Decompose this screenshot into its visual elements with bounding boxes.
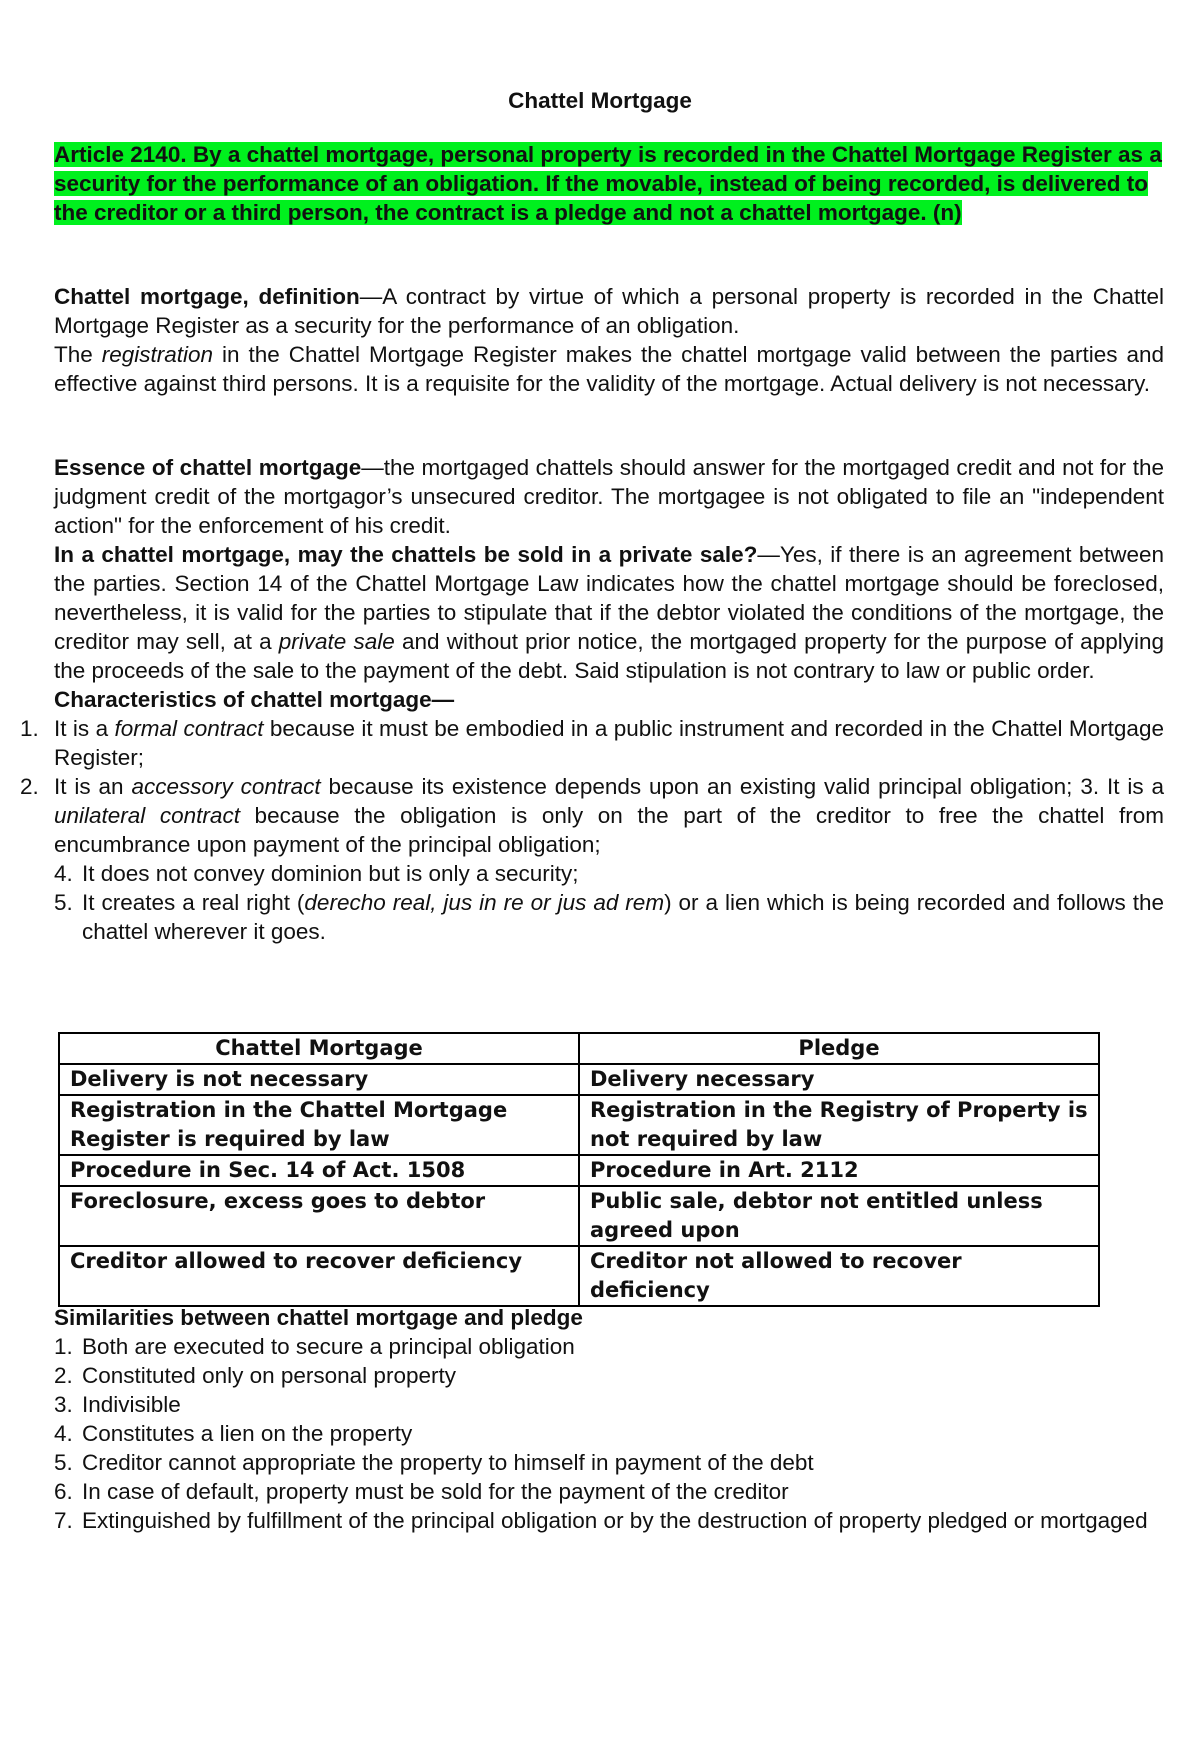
essence-text: —the mortgaged chattels should answer for the mortgaged credit and not for the judgment credit of the mortgagor’s unsecured creditor. The mortgagee is not obligated to file an "independent action" for the enforcement of his credit.: [54, 455, 1164, 538]
table-header-chattel: Chattel Mortgage: [59, 1033, 579, 1064]
list-item: [54, 1448, 1164, 1477]
private-sale-pre: —Yes, if there is an agreement between the parties. Section 14 of the Chattel Mortgage Law indicates how the chattel mortgage should be foreclosed, nevertheless, it is valid for the parties to stipulate that if the debtor violated the conditions of the mortgage, the creditor may sell, at a: [54, 542, 1164, 654]
table-row: [59, 1064, 1099, 1095]
table-row: [59, 1095, 1099, 1155]
item-text: Indivisible: [82, 1392, 181, 1417]
characteristic-item-1: [20, 714, 1164, 772]
item-number: 1.: [54, 1334, 73, 1359]
list-item: [54, 1419, 1164, 1448]
registration-italic: registration: [101, 342, 214, 367]
item-number: 2.: [54, 1363, 73, 1388]
item-number: 7.: [54, 1508, 73, 1533]
item4-text: It does not convey dominion but is only a security;: [82, 861, 579, 886]
private-sale-post: and without prior notice, the mortgaged property for the purpose of applying the proceeds of the sale to the payment of the debt. Said stipulation is not contrary to law or public order.: [54, 629, 1164, 683]
definition-heading: Chattel mortgage, definition: [54, 284, 360, 309]
table-cell: Foreclosure, excess goes to debtor: [59, 1186, 579, 1246]
item-number: 5.: [54, 1450, 73, 1475]
item-number: 3.: [54, 1392, 73, 1417]
private-sale-italic: private sale: [278, 629, 395, 654]
table-row: [59, 1246, 1099, 1306]
similarities-section: [54, 1303, 1164, 1535]
table-cell: Procedure in Sec. 14 of Act. 1508: [59, 1155, 579, 1186]
table-cell: Registration in the Chattel Mortgage Register is required by law: [59, 1095, 579, 1155]
definition-section: [54, 282, 1164, 398]
table-cell: Procedure in Art. 2112: [579, 1155, 1099, 1186]
registration-paragraph: [54, 340, 1164, 398]
item2-italic: accessory contract: [131, 774, 321, 799]
registration-post: in the Chattel Mortgage Register makes the chattel mortgage valid between the parties and effective against third persons. It is a requisite for the validity of the mortgage. Actual delivery is not necessary.: [54, 342, 1164, 396]
table-header-pledge: Pledge: [579, 1033, 1099, 1064]
registration-pre: The: [54, 342, 102, 367]
table-cell: Delivery is not necessary: [59, 1064, 579, 1095]
item-number: 1.: [20, 716, 39, 741]
item-number: 2.: [20, 774, 39, 799]
item-text: In case of default, property must be sold for the payment of the creditor: [82, 1479, 789, 1504]
item-text: Both are executed to secure a principal obligation: [82, 1334, 575, 1359]
item-text: Extinguished by fulfillment of the principal obligation or by the destruction of property pledged or mortgaged: [82, 1508, 1148, 1533]
item-number: 4.: [54, 861, 73, 886]
item-text: Constituted only on personal property: [82, 1363, 456, 1388]
list-item: [54, 1332, 1164, 1361]
page-title: Chattel Mortgage: [508, 88, 692, 113]
essence-paragraph: [54, 453, 1164, 540]
item-text: Creditor cannot appropriate the property to himself in payment of the debt: [82, 1450, 814, 1475]
table-row: [59, 1186, 1099, 1246]
essence-section: [20, 453, 1164, 946]
article-2140: [54, 140, 1164, 227]
item2-post: because the obligation is only on the part of the creditor to free the chattel from encumbrance upon payment of the principal obligation;: [54, 803, 1164, 857]
table-cell: Creditor not allowed to recover deficiency: [579, 1246, 1099, 1306]
list-item: [54, 1506, 1164, 1535]
list-item: [54, 1390, 1164, 1419]
characteristic-item-4: [54, 859, 1164, 888]
list-item: [54, 1477, 1164, 1506]
item1-pre: It is a: [54, 716, 115, 741]
item-number: 5.: [54, 890, 73, 915]
item5-post: ) or a lien which is being recorded and follows the chattel wherever it goes.: [82, 890, 1164, 944]
item2-pre: It is an: [54, 774, 132, 799]
list-item: [54, 1361, 1164, 1390]
item1-post: because it must be embodied in a public instrument and recorded in the Chattel Mortgage Register;: [54, 716, 1164, 770]
table-cell: Registration in the Registry of Property is not required by law: [579, 1095, 1099, 1155]
characteristic-item-5: [54, 888, 1164, 946]
private-sale-paragraph: [54, 540, 1164, 685]
characteristics-heading: Characteristics of chattel mortgage—: [54, 687, 455, 712]
item5-italic: derecho real, jus in re or jus ad rem: [304, 890, 665, 915]
item-number: 4.: [54, 1421, 73, 1446]
similarities-heading: Similarities between chattel mortgage and pledge: [54, 1305, 583, 1330]
item2-mid: because its existence depends upon an existing valid principal obligation; 3. It is a: [320, 774, 1164, 799]
table-row: [59, 1155, 1099, 1186]
table-cell: Delivery necessary: [579, 1064, 1099, 1095]
item-number: 6.: [54, 1479, 73, 1504]
essence-heading: Essence of chattel mortgage: [54, 455, 362, 480]
item2-italic2: unilateral contract: [54, 803, 240, 828]
definition-text: —A contract by virtue of which a personal property is recorded in the Chattel Mortgage Register as a security for the performance of an obligation.: [54, 284, 1164, 338]
characteristic-item-2: [20, 772, 1164, 859]
item-text: Constitutes a lien on the property: [82, 1421, 413, 1446]
table-header-row: [59, 1033, 1099, 1064]
comparison-table: [58, 1032, 1100, 1307]
article-text-highlighted: Article 2140. By a chattel mortgage, personal property is recorded in the Chattel Mortgage Register as a security for the performance of an obligation. If the movable, instead of being recorded, is delivered to the creditor or a third person, the contract is a pledge and not a chattel mortgage. (n): [54, 142, 1162, 225]
table-cell: Creditor allowed to recover deficiency: [59, 1246, 579, 1306]
private-sale-heading: In a chattel mortgage, may the chattels be sold in a private sale?: [54, 542, 758, 567]
item1-italic: formal contract: [114, 716, 264, 741]
item5-pre: It creates a real right (: [82, 890, 305, 915]
table-cell: Public sale, debtor not entitled unless agreed upon: [579, 1186, 1099, 1246]
definition-paragraph: [54, 282, 1164, 340]
